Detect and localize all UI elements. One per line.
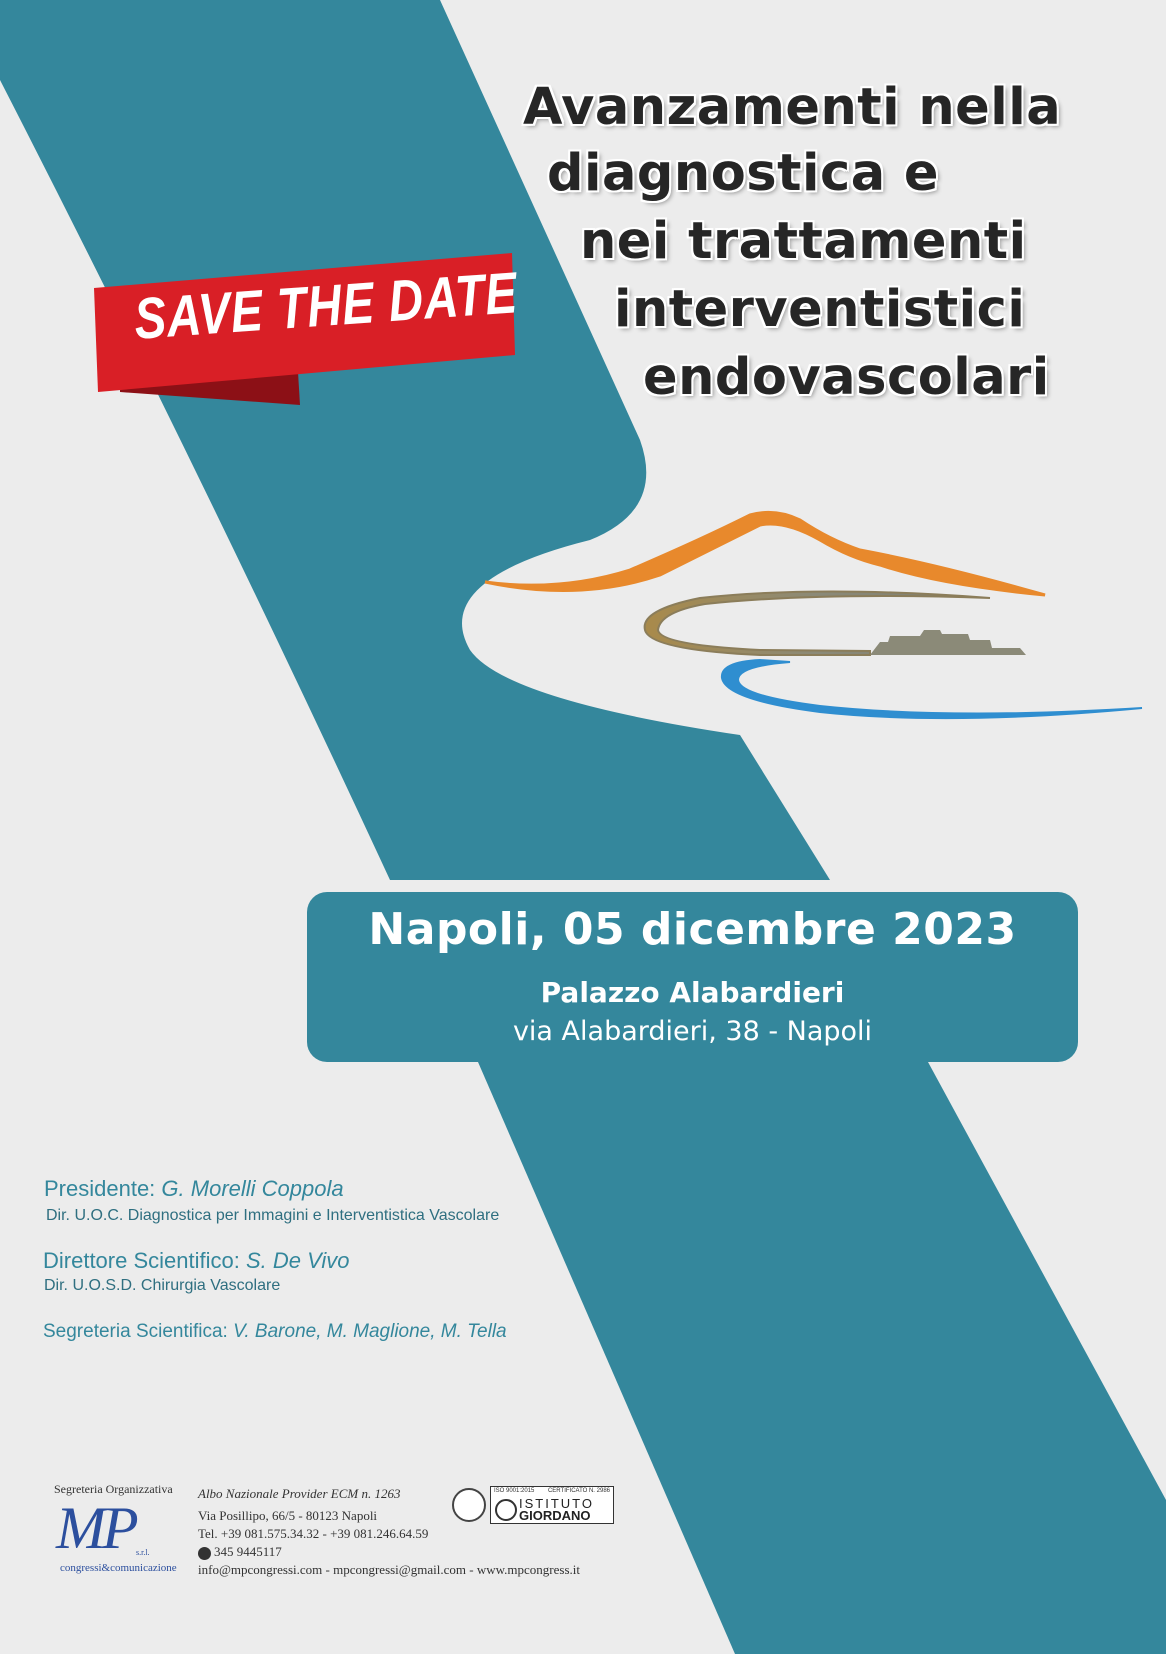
cert-top-right: CERTIFICATO N. 2986 — [547, 1488, 610, 1494]
footer-contacts: info@mpcongressi.com - mpcongressi@gmail.com - www.mpcongress.it — [198, 1562, 580, 1577]
cert-name-1: ISTITUTO — [519, 1496, 594, 1511]
cert-logo-icon — [495, 1499, 517, 1521]
event-address: via Alabardieri, 38 - Napoli — [512, 1016, 873, 1047]
cert-name-2: GIORDANO — [519, 1508, 591, 1523]
president-name: G. Morelli Coppola — [161, 1176, 344, 1201]
title-line-5: endovascolari — [643, 348, 1050, 407]
provider-number: Albo Nazionale Provider ECM n. 1263 — [198, 1486, 401, 1501]
mp-logo-letters: MP — [56, 1495, 135, 1561]
castle-silhouette — [870, 630, 1026, 655]
secretariat-names: V. Barone, M. Maglione, M. Tella — [233, 1321, 507, 1342]
org-label: Segreteria Organizzativa — [54, 1482, 173, 1496]
president-label: Presidente: — [44, 1176, 156, 1201]
whatsapp-number: 345 9445117 — [214, 1544, 282, 1559]
cert-top-left: ISO 9001:2015 — [494, 1488, 535, 1494]
mp-logo-srl: s.r.l. — [136, 1548, 150, 1557]
secretariat-label: Segreteria Scientifica: — [43, 1321, 228, 1342]
secretariat-line — [43, 1321, 507, 1343]
title-line-4: interventistici — [614, 280, 1026, 339]
seal-icon — [452, 1488, 486, 1522]
whatsapp-icon — [198, 1547, 211, 1560]
certification-badge — [490, 1486, 614, 1524]
director-label: Direttore Scientifico: — [43, 1248, 240, 1273]
title-line-3: nei trattamenti — [580, 212, 1027, 271]
president-role: Dir. U.O.C. Diagnostica per Immagini e Interventistica Vascolare — [46, 1207, 500, 1224]
mp-logo — [40, 1494, 190, 1584]
president-line — [44, 1176, 344, 1202]
director-role: Dir. U.O.S.D. Chirurgia Vascolare — [44, 1277, 281, 1294]
title-line-1: Avanzamenti nella — [523, 78, 1062, 137]
footer-whatsapp-line — [198, 1544, 282, 1560]
footer-phone: Tel. +39 081.575.34.32 - +39 081.246.64.59 — [198, 1526, 429, 1541]
mp-logo-tagline: congressi&comunicazione — [60, 1562, 177, 1574]
event-venue: Palazzo Alabardieri — [540, 976, 845, 1009]
event-info-box — [307, 892, 1078, 1062]
title-line-2: diagnostica e — [547, 144, 939, 203]
event-date: Napoli, 05 dicembre 2023 — [368, 904, 1017, 955]
save-the-date-banner: SAVE THE DATE — [132, 260, 520, 352]
sea-line — [722, 660, 1142, 718]
director-name: S. De Vivo — [245, 1248, 350, 1273]
director-line — [43, 1248, 350, 1274]
teal-band-lower — [478, 1062, 1166, 1654]
footer-address: Via Posillipo, 66/5 - 80123 Napoli — [198, 1508, 378, 1523]
